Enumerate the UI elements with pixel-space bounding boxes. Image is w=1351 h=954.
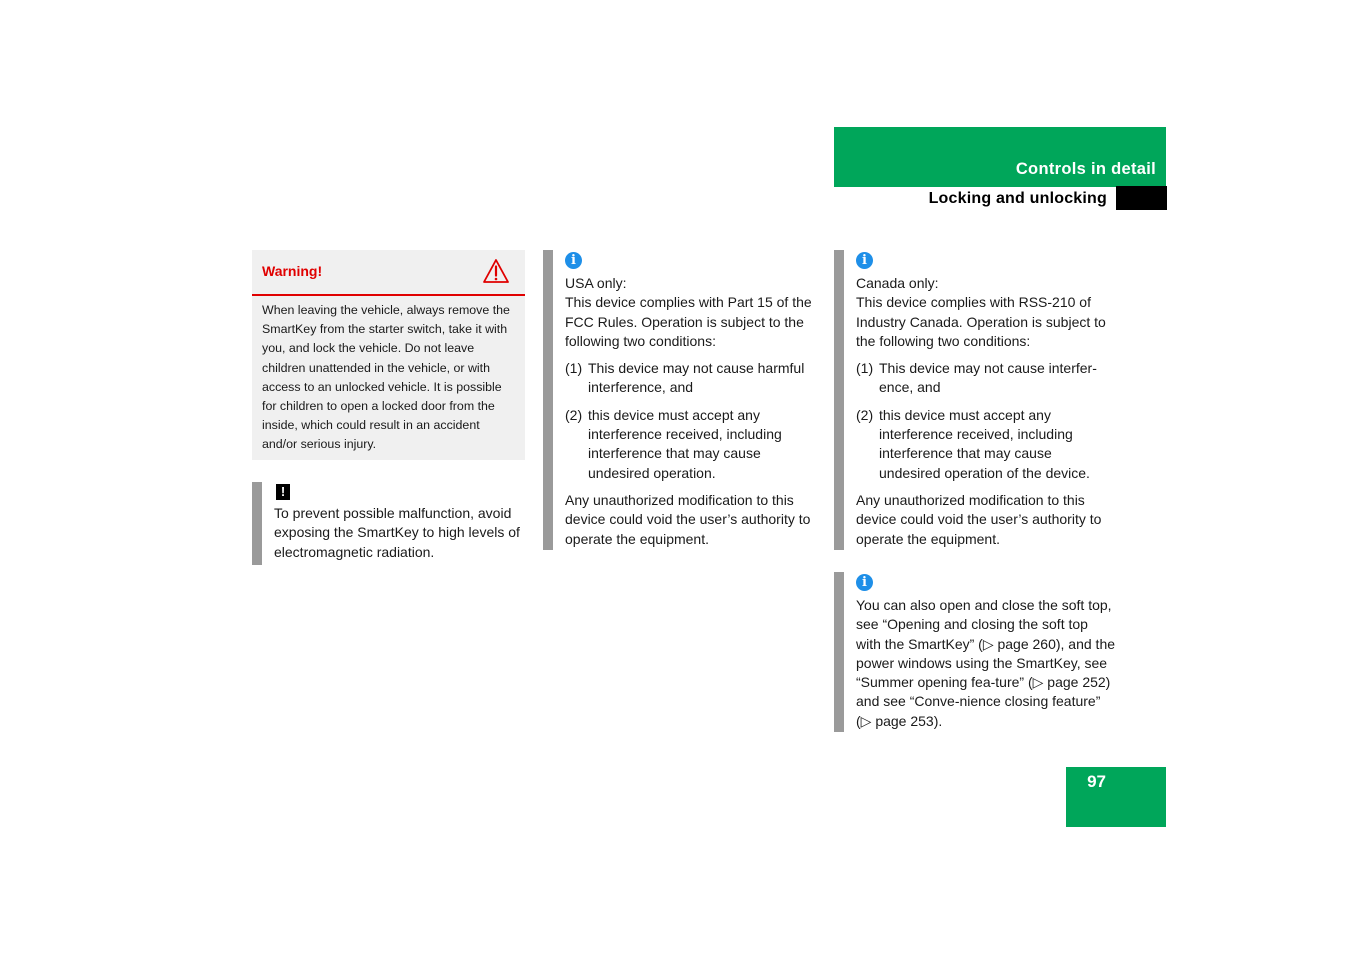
list-number: (2) <box>565 406 583 423</box>
warning-text: When leaving the vehicle, always remove the SmartKey from the starter switch, take it with you, and lock the vehicle. Do not leave children unattended in the vehicle, or with access to an unlocked vehicle. It is possible for children to open a locked door from the inside, which could result in an accident and/or serious injury. <box>262 303 510 452</box>
info-icon: i <box>565 252 582 269</box>
section-header <box>834 127 1166 187</box>
canada-heading: Canada only: <box>856 275 939 291</box>
canada-closing: Any unauthorized modification to this device could void the user’s authority to operate the equipment. <box>856 491 1102 547</box>
usa-heading: USA only: <box>565 275 627 291</box>
caution-note <box>252 482 525 565</box>
softtop-text: You can also open and close the soft top, see “Opening and closing the soft top with the SmartKey” (▷ page 260), and the power windows using the SmartKey, see “Summer opening fea-ture” (▷ page 252) and see “Conve-nience closing feature” (▷ page 253). <box>856 597 1116 729</box>
usa-intro: This device complies with Part 15 of the FCC Rules. Operation is subject to the following two conditions: <box>565 294 812 349</box>
list-number: (1) <box>856 360 874 377</box>
canada-info-note <box>834 250 1116 550</box>
list-number: (1) <box>565 360 583 377</box>
list-text: this device must accept any interference received, including interference that may cause undesired operation. <box>588 406 782 481</box>
caution-icon-row <box>274 482 525 504</box>
list-item <box>565 406 823 483</box>
softtop-icon-row <box>856 572 1116 594</box>
warning-label: Warning! <box>262 263 323 279</box>
subsection-title: Locking and unlocking <box>928 190 1107 207</box>
warning-triangle-icon <box>482 258 510 284</box>
info-icon: i <box>856 574 873 591</box>
canada-intro: This device complies with RSS-210 of Industry Canada. Operation is subject to the following two conditions: <box>856 294 1106 349</box>
softtop-info-note <box>834 572 1116 732</box>
info-icon: i <box>856 252 873 269</box>
list-text: This device may not cause interfer-ence, and <box>879 360 1097 396</box>
section-title: Controls in detail <box>1015 160 1156 178</box>
canada-icon-row <box>856 250 1116 272</box>
list-item <box>856 406 1116 483</box>
warning-header <box>252 250 525 296</box>
usa-info-note <box>543 250 823 550</box>
list-text: this device must accept any interference received, including interference that may cause undesired operation of the device. <box>879 406 1090 481</box>
usa-icon-row <box>565 250 823 272</box>
list-item <box>565 359 823 398</box>
list-number: (2) <box>856 406 874 423</box>
exclamation-icon: ! <box>276 484 290 500</box>
page-number-box <box>1066 767 1166 827</box>
warning-box <box>252 250 525 460</box>
list-item <box>856 359 1116 398</box>
page-number: 97 <box>1087 772 1106 791</box>
caution-text: To prevent possible malfunction, avoid exposing the SmartKey to high levels of electromagnetic radiation. <box>274 505 520 560</box>
list-text: This device may not cause harmful interference, and <box>588 360 805 396</box>
usa-closing: Any unauthorized modification to this device could void the user’s authority to operate the equipment. <box>565 491 811 547</box>
section-tab-marker <box>1116 186 1167 210</box>
